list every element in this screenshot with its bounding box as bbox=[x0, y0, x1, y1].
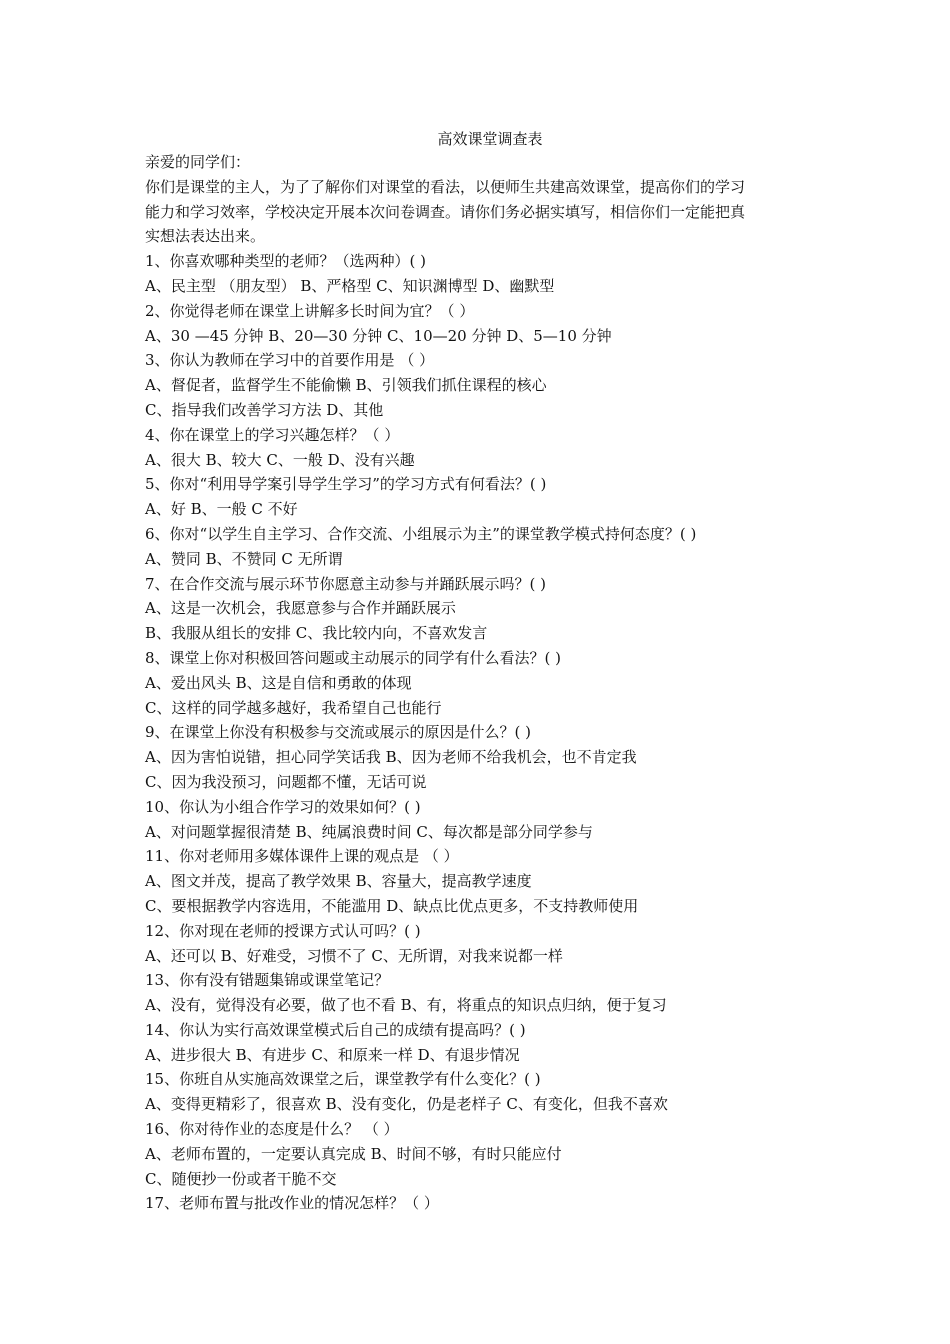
question-text: 11、你对老师用多媒体课件上课的观点是 （ ） bbox=[145, 847, 459, 866]
question-options: A、因为害怕说错，担心同学笑话我 B、因为老师不给我机会，也不肯定我 bbox=[145, 748, 637, 767]
question-text: 10、你认为小组合作学习的效果如何？( ) bbox=[145, 797, 421, 816]
question-text: 2、你觉得老师在课堂上讲解多长时间为宜？（ ） bbox=[145, 301, 475, 320]
question-options: C、要根据教学内容选用，不能滥用 D、缺点比优点更多，不支持教师使用 bbox=[145, 896, 639, 915]
question-options: C、因为我没预习，问题都不懂，无话可说 bbox=[145, 772, 427, 791]
question-text: 12、你对现在老师的授课方式认可吗？( ) bbox=[145, 921, 421, 940]
question-text: 13、你有没有错题集锦或课堂笔记？ bbox=[145, 971, 390, 990]
question-options: A、好 B、一般 C 不好 bbox=[145, 500, 298, 519]
question-text: 6、你对“以学生自主学习、合作交流、小组展示为主”的课堂教学模式持何态度？( ) bbox=[145, 524, 697, 543]
question-options: A、督促者，监督学生不能偷懒 B、引领我们抓住课程的核心 bbox=[145, 376, 547, 395]
question-options: C、这样的同学越多越好，我希望自己也能行 bbox=[145, 698, 442, 717]
question-options: A、还可以 B、好难受，习惯不了 C、无所谓，对我来说都一样 bbox=[145, 946, 563, 965]
question-options: A、进步很大 B、有进步 C、和原来一样 D、有退步情况 bbox=[145, 1045, 520, 1064]
intro-line: 能力和学习效率，学校决定开展本次问卷调查。请你们务必据实填写，相信你们一定能把真 bbox=[145, 202, 746, 221]
question-options: A、赞同 B、不赞同 C 无所谓 bbox=[145, 549, 343, 568]
question-options: C、指导我们改善学习方法 D、其他 bbox=[145, 400, 384, 419]
question-text: 16、你对待作业的态度是什么？ （ ） bbox=[145, 1120, 399, 1139]
question-list bbox=[145, 249, 810, 1216]
question-options: A、民主型 （朋友型） B、严格型 C、知识渊博型 D、幽默型 bbox=[145, 276, 555, 295]
question-options: A、很大 B、较大 C、一般 D、没有兴趣 bbox=[145, 450, 415, 469]
question-text: 7、在合作交流与展示环节你愿意主动参与并踊跃展示吗？( ) bbox=[145, 574, 547, 593]
greeting: 亲爱的同学们： bbox=[145, 153, 251, 171]
question-options: A、这是一次机会，我愿意参与合作并踊跃展示 bbox=[145, 599, 456, 618]
question-text: 1、你喜欢哪种类型的老师？（选两种）( ) bbox=[145, 252, 427, 271]
question-text: 5、你对“利用导学案引导学生学习”的学习方式有何看法？( ) bbox=[145, 475, 547, 494]
question-options: B、我服从组长的安排 C、我比较内向，不喜欢发言 bbox=[145, 624, 488, 643]
question-options: A、爱出风头 B、这是自信和勇敢的体现 bbox=[145, 673, 412, 692]
document-body bbox=[145, 150, 810, 1216]
question-options: A、没有，觉得没有必要，做了也不看 B、有，将重点的知识点归纳，便于复习 bbox=[145, 996, 667, 1015]
intro-line: 实想法表达出来。 bbox=[145, 227, 266, 246]
question-options: C、随便抄一份或者干脆不交 bbox=[145, 1169, 337, 1188]
intro-line: 你们是课堂的主人，为了了解你们对课堂的看法，以便师生共建高效课堂，提高你们的学习 bbox=[145, 177, 746, 196]
question-text: 17、老师布置与批改作业的情况怎样？（ ） bbox=[145, 1194, 439, 1213]
question-text: 8、课堂上你对积极回答问题或主动展示的同学有什么看法？( ) bbox=[145, 648, 562, 667]
question-options: A、对问题掌握很清楚 B、纯属浪费时间 C、每次都是部分同学参与 bbox=[145, 822, 593, 841]
question-options: A、老师布置的，一定要认真完成 B、时间不够，有时只能应付 bbox=[145, 1144, 562, 1163]
question-options: A、变得更精彩了，很喜欢 B、没有变化，仍是老样子 C、有变化，但我不喜欢 bbox=[145, 1095, 668, 1114]
question-text: 9、在课堂上你没有积极参与交流或展示的原因是什么？( ) bbox=[145, 723, 532, 742]
question-options: A、图文并茂，提高了教学效果 B、容量大，提高教学速度 bbox=[145, 872, 532, 891]
question-text: 3、你认为教师在学习中的首要作用是 （ ） bbox=[145, 351, 435, 370]
question-options: A、30 —45 分钟 B、20—30 分钟 C、10—20 分钟 D、5—10 分钟 bbox=[145, 326, 612, 345]
question-text: 4、你在课堂上的学习兴趣怎样？（ ） bbox=[145, 425, 400, 444]
question-text: 14、你认为实行高效课堂模式后自己的成绩有提高吗？( ) bbox=[145, 1020, 526, 1039]
document-title: 高效课堂调查表 bbox=[437, 130, 543, 148]
question-text: 15、你班自从实施高效课堂之后，课堂教学有什么变化？( ) bbox=[145, 1070, 541, 1089]
